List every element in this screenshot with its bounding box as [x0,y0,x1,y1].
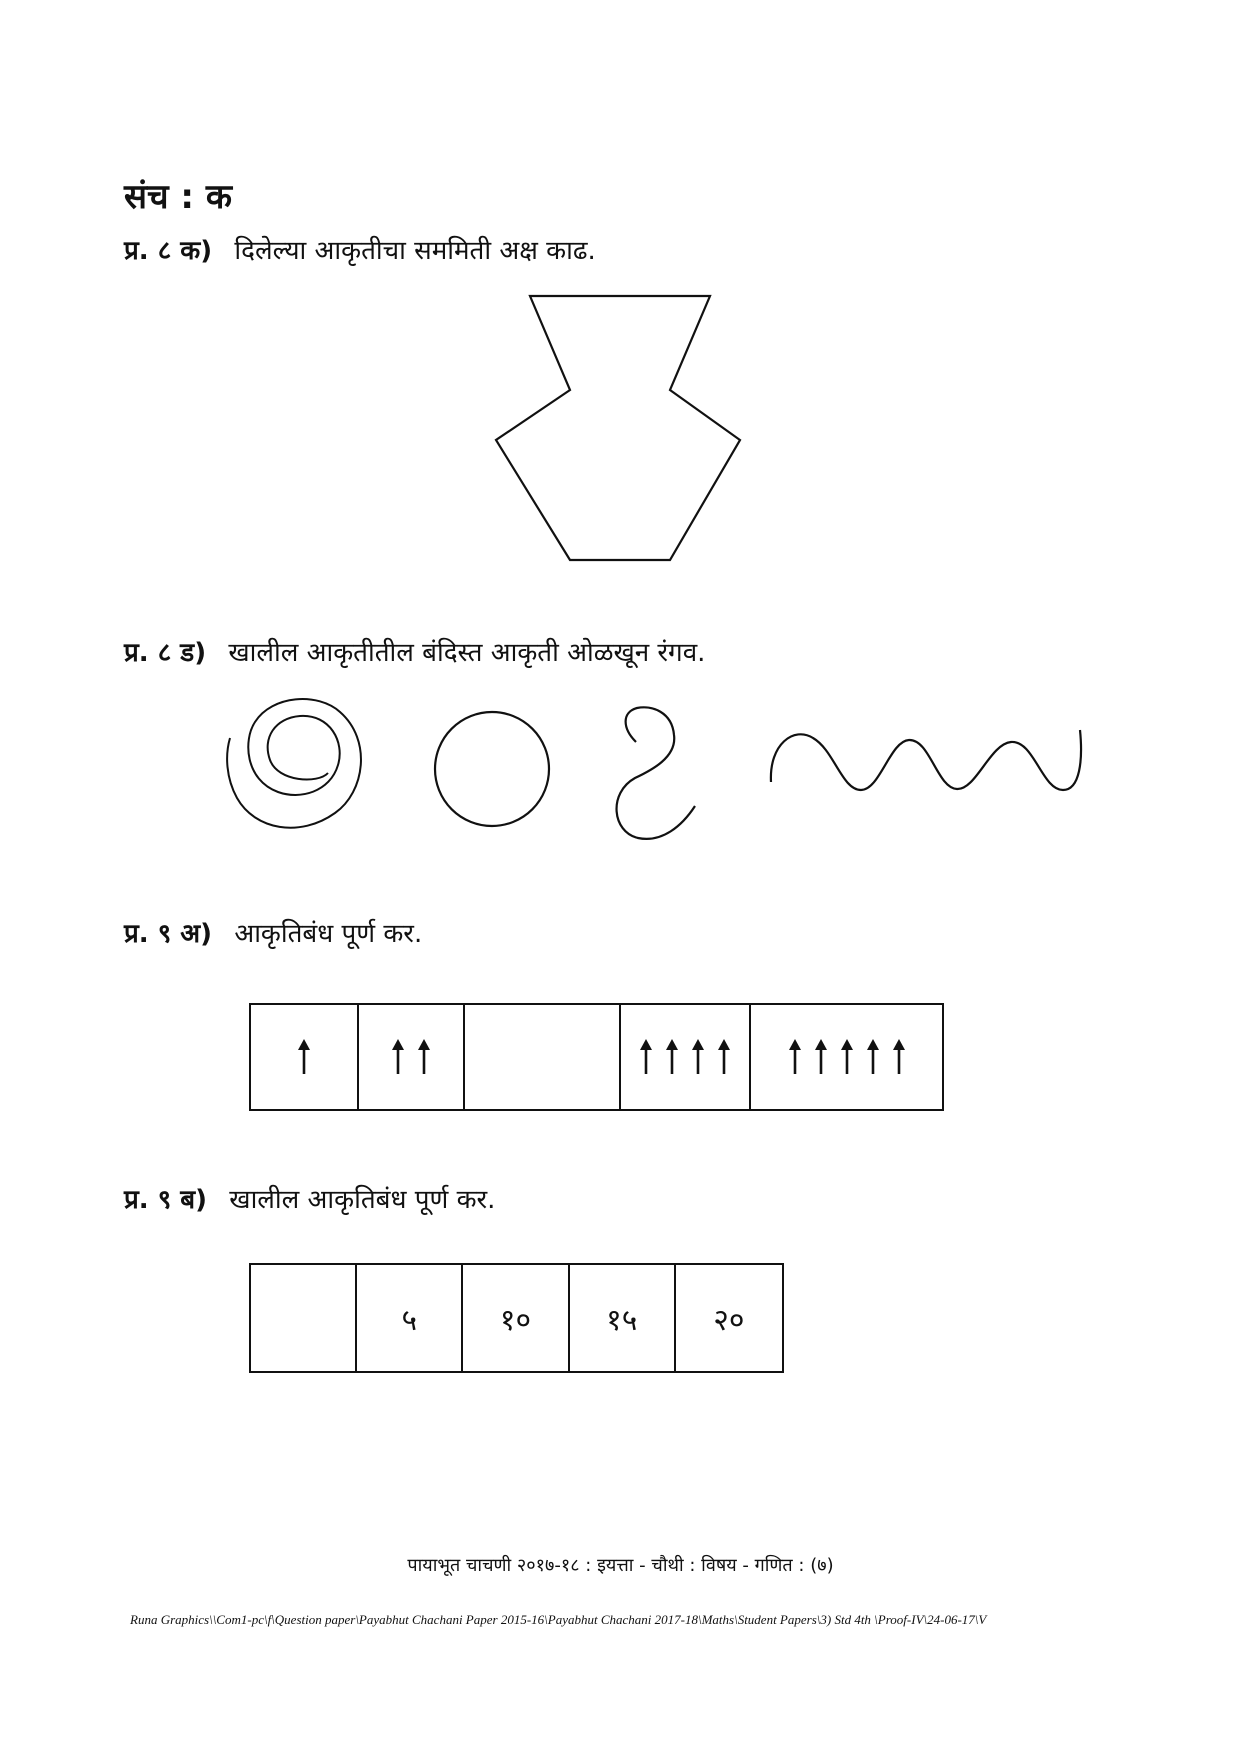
up-arrow-icon [665,1039,679,1075]
question-text: खालील आकृतिबंध पूर्ण कर. [229,1185,496,1215]
wave-figure [771,730,1081,790]
number-cell-4: १५ [570,1265,676,1371]
arrow-group [391,1039,431,1075]
set-title: संच : क [124,177,232,217]
s-curve-figure [617,707,695,839]
up-arrow-icon [297,1039,311,1075]
arrow-cell-1 [251,1005,359,1109]
question-text: खालील आकृतीतील बंदिस्त आकृती ओळखून रंगव. [228,638,706,668]
arrow-cell-5 [751,1005,942,1109]
up-arrow-icon [814,1039,828,1075]
number-cell-1-blank[interactable] [251,1265,357,1371]
up-arrow-icon [417,1039,431,1075]
up-arrow-icon [639,1039,653,1075]
up-arrow-icon [892,1039,906,1075]
question-number: प्र. ९ अ) [124,919,213,949]
question-text: दिलेल्या आकृतीचा सममिती अक्ष काढ. [234,236,596,266]
vase-figure [496,296,740,560]
file-path-footer: Runa Graphics\\Com1-pc\f\Question paper\Payabhut Chachani Paper 2015-16\Payabhut Chachani 2017-18\Maths\Student Papers\3) Std 4th \Proof-IV\24-06-17\V [130,1612,987,1627]
arrow-group [297,1039,311,1075]
page-footer: पायाभूत चाचणी २०१७-१८ : इयत्ता - चौथी : विषय - गणित : (७) [407,1555,834,1576]
number-cell-3: १० [463,1265,569,1371]
number-cell-5: २० [713,1302,745,1338]
arrow-pattern-grid [249,1003,944,1111]
arrow-group [639,1039,731,1075]
spiral-figure [227,699,361,828]
up-arrow-icon [691,1039,705,1075]
arrow-cell-3-blank[interactable] [465,1005,621,1109]
question-number: प्र. ८ ड) [124,638,207,668]
up-arrow-icon [391,1039,405,1075]
number-cell-2: ५ [357,1265,463,1371]
question-number: प्र. ९ ब) [124,1185,208,1215]
arrow-group [788,1039,906,1075]
number-pattern-grid [249,1263,784,1373]
up-arrow-icon [866,1039,880,1075]
circle-figure [435,712,549,826]
up-arrow-icon [788,1039,802,1075]
question-text: आकृतिबंध पूर्ण कर. [234,919,423,949]
up-arrow-icon [717,1039,731,1075]
up-arrow-icon [840,1039,854,1075]
question-number: प्र. ८ क) [124,236,213,266]
arrow-cell-4 [621,1005,751,1109]
arrow-cell-2 [359,1005,465,1109]
